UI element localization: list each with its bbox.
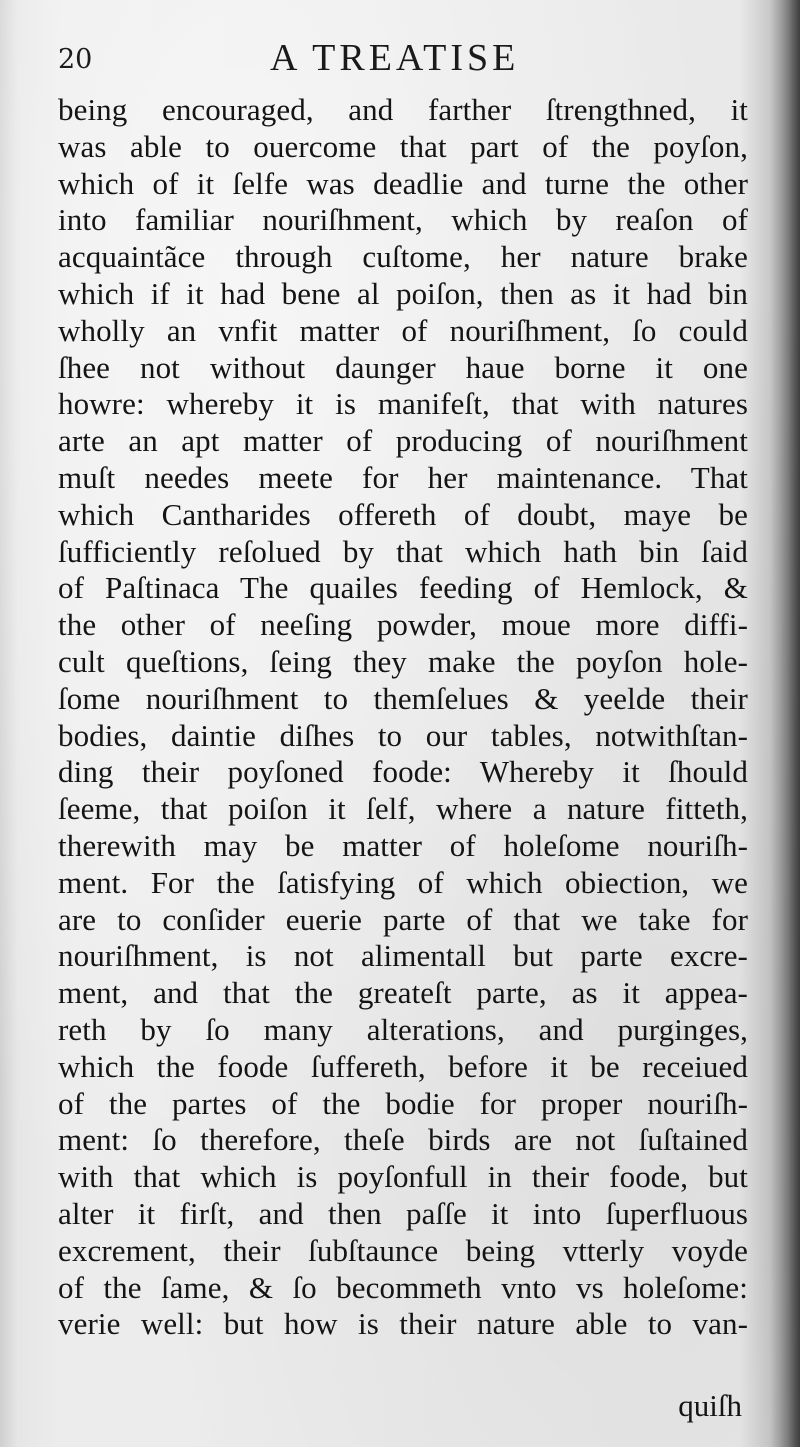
catchword: quiſh <box>678 1388 742 1423</box>
text-line: was able to ouercome that part of the poyſon, <box>58 128 748 164</box>
text-line: which the foode ſuffereth, before it be receiued <box>58 1048 748 1084</box>
text-line: which of it ſelfe was deadlie and turne the other <box>58 165 748 201</box>
page-number: 20 <box>58 44 93 75</box>
text-line: into familiar nouriſhment, which by reaſon of <box>58 202 748 238</box>
text-line: cult queſtions, ſeing they make the poyſon hole- <box>58 643 748 679</box>
text-line: verie well: but how is their nature able to van- <box>58 1306 748 1342</box>
text-line: ſeeme, that poiſon it ſelf, where a nature fitteth, <box>58 791 748 827</box>
text-line: ment. For the ſatisfying of which obiection, we <box>58 864 748 900</box>
text-line: ment, and that the greateſt parte, as it appea- <box>58 975 748 1011</box>
text-line: which if it had bene al poiſon, then as it had bin <box>58 275 748 311</box>
text-line: howre: whereby it is manifeſt, that with natures <box>58 386 748 422</box>
text-line: of the ſame, & ſo becommeth vnto vs holeſome: <box>58 1269 748 1305</box>
text-line: the other of neeſing powder, moue more diffi- <box>58 607 748 643</box>
page-header <box>58 34 748 82</box>
running-head: A TREATISE <box>270 37 520 79</box>
text-line: nouriſhment, is not alimentall but parte excre- <box>58 938 748 974</box>
text-line: excrement, their ſubſtaunce being vtterly voyde <box>58 1232 748 1268</box>
text-line: of the partes of the bodie for proper nouriſh- <box>58 1085 748 1121</box>
text-line: are to conſider euerie parte of that we take for <box>58 901 748 937</box>
body-text <box>58 92 748 1343</box>
text-line: ſufficiently reſolued by that which hath bin ſaid <box>58 533 748 569</box>
text-line: acquaintãce through cuſtome, her nature brake <box>58 239 748 275</box>
text-line: ſhee not without daunger haue borne it one <box>58 349 748 385</box>
text-line: ding their poyſoned foode: Whereby it ſhould <box>58 754 748 790</box>
text-line: bodies, daintie diſhes to our tables, notwithſtan- <box>58 717 748 753</box>
text-line: being encouraged, and farther ſtrengthned, it <box>58 92 748 127</box>
text-line: ment: ſo therefore, theſe birds are not ſuſtained <box>58 1122 748 1158</box>
text-line: reth by ſo many alterations, and purginges, <box>58 1011 748 1047</box>
text-line: with that which is poyſonfull in their foode, but <box>58 1159 748 1195</box>
text-line: of Paſtinaca The quailes feeding of Hemlock, & <box>58 570 748 606</box>
text-line: alter it firſt, and then paſſe it into ſuperfluous <box>58 1195 748 1231</box>
text-line: muſt needes meete for her maintenance. That <box>58 459 748 495</box>
text-line: therewith may be matter of holeſome nouriſh- <box>58 827 748 863</box>
text-line: arte an apt matter of producing of nouriſhment <box>58 423 748 459</box>
text-line: ſome nouriſhment to themſelues & yeelde their <box>58 680 748 716</box>
text-line: which Cantharides offereth of doubt, maye be <box>58 496 748 532</box>
page-edge-shadow <box>770 0 800 1447</box>
text-line: wholly an vnfit matter of nouriſhment, ſo could <box>58 312 748 348</box>
